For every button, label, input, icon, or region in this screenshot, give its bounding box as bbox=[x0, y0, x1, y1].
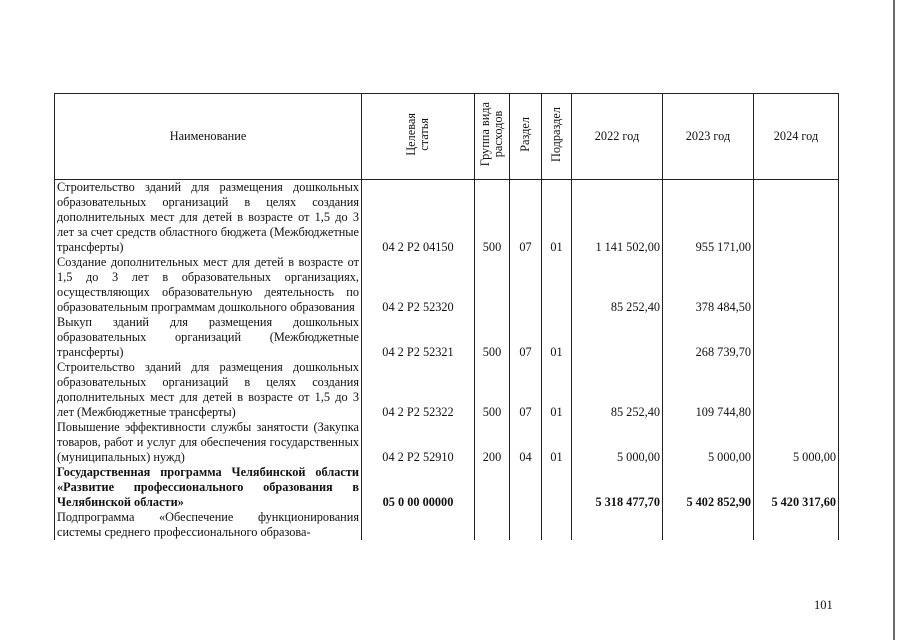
page-edge-line bbox=[893, 0, 895, 640]
row-2024: 5 420 317,60 bbox=[754, 465, 839, 510]
header-expense-group: Группа вида расходов bbox=[475, 94, 510, 180]
row-subsection: 01 bbox=[542, 420, 572, 465]
row-2022: 85 252,40 bbox=[572, 255, 663, 315]
row-2024 bbox=[754, 360, 839, 420]
row-target: 04 2 Р2 52910 bbox=[362, 420, 475, 465]
row-name: Строительство зданий для размещения дошкольных образовательных организаций в целях создания дополнительных мест для детей в возрасте от 1,5 до 3 лет за счет средств областного бюджета (Межбюджетные трансферты) bbox=[55, 180, 362, 256]
row-subsection: 01 bbox=[542, 315, 572, 360]
row-target bbox=[362, 510, 475, 540]
row-2023 bbox=[663, 510, 754, 540]
row-2024 bbox=[754, 510, 839, 540]
row-section bbox=[510, 465, 542, 510]
row-2024 bbox=[754, 180, 839, 256]
table-row bbox=[55, 360, 839, 420]
row-section bbox=[510, 510, 542, 540]
row-2022 bbox=[572, 510, 663, 540]
table-row-program-total bbox=[55, 465, 839, 510]
page-number: 101 bbox=[814, 598, 833, 612]
row-section: 04 bbox=[510, 420, 542, 465]
row-section: 07 bbox=[510, 360, 542, 420]
table-row bbox=[55, 315, 839, 360]
row-section bbox=[510, 255, 542, 315]
row-section: 07 bbox=[510, 315, 542, 360]
row-2024 bbox=[754, 315, 839, 360]
table-row bbox=[55, 255, 839, 315]
header-2023: 2023 год bbox=[663, 94, 754, 180]
row-subsection bbox=[542, 255, 572, 315]
row-target: 04 2 Р2 52322 bbox=[362, 360, 475, 420]
row-name: Выкуп зданий для размещения дошкольных образовательных организаций (Межбюджетные трансферты) bbox=[55, 315, 362, 360]
row-target: 04 2 Р2 04150 bbox=[362, 180, 475, 256]
row-2022 bbox=[572, 315, 663, 360]
row-2023: 378 484,50 bbox=[663, 255, 754, 315]
header-name: Наименование bbox=[55, 94, 362, 180]
row-subsection bbox=[542, 510, 572, 540]
row-subsection: 01 bbox=[542, 360, 572, 420]
row-target: 04 2 Р2 52320 bbox=[362, 255, 475, 315]
row-2024 bbox=[754, 255, 839, 315]
row-group: 200 bbox=[475, 420, 510, 465]
table-row bbox=[55, 510, 839, 540]
row-group: 500 bbox=[475, 360, 510, 420]
row-2022: 5 318 477,70 bbox=[572, 465, 663, 510]
header-target-article: Целевая статья bbox=[362, 94, 475, 180]
row-section: 07 bbox=[510, 180, 542, 256]
table-row bbox=[55, 180, 839, 256]
budget-table bbox=[54, 93, 839, 540]
row-2022: 1 141 502,00 bbox=[572, 180, 663, 256]
row-group bbox=[475, 510, 510, 540]
row-group: 500 bbox=[475, 180, 510, 256]
row-2022: 85 252,40 bbox=[572, 360, 663, 420]
row-2024: 5 000,00 bbox=[754, 420, 839, 465]
row-2023: 5 000,00 bbox=[663, 420, 754, 465]
row-target: 05 0 00 00000 bbox=[362, 465, 475, 510]
row-name: Подпрограмма «Обеспечение функционирования системы среднего профессионального образова- bbox=[55, 510, 362, 540]
row-name: Строительство зданий для размещения дошкольных образовательных организаций в целях создания дополнительных мест для детей в возрасте от 1,5 до 3 лет (Межбюджетные трансферты) bbox=[55, 360, 362, 420]
row-name: Государственная программа Челябинской области «Развитие профессионального образования в Челябинской области» bbox=[55, 465, 362, 510]
table-row bbox=[55, 420, 839, 465]
row-2023: 955 171,00 bbox=[663, 180, 754, 256]
row-subsection: 01 bbox=[542, 180, 572, 256]
row-2022: 5 000,00 bbox=[572, 420, 663, 465]
row-group: 500 bbox=[475, 315, 510, 360]
row-group bbox=[475, 255, 510, 315]
header-2024: 2024 год bbox=[754, 94, 839, 180]
row-target: 04 2 Р2 52321 bbox=[362, 315, 475, 360]
header-section: Раздел bbox=[510, 94, 542, 180]
row-group bbox=[475, 465, 510, 510]
header-subsection: Подраздел bbox=[542, 94, 572, 180]
row-subsection bbox=[542, 465, 572, 510]
row-2023: 5 402 852,90 bbox=[663, 465, 754, 510]
row-2023: 109 744,80 bbox=[663, 360, 754, 420]
header-2022: 2022 год bbox=[572, 94, 663, 180]
table-header-row bbox=[55, 94, 839, 180]
row-name: Создание дополнительных мест для детей в возрасте от 1,5 до 3 лет в образовательных организациях, осуществляющих образовательную деятельность по образовательным программам дошкольного образования bbox=[55, 255, 362, 315]
row-2023: 268 739,70 bbox=[663, 315, 754, 360]
row-name: Повышение эффективности службы занятости (Закупка товаров, работ и услуг для обеспечения государственных (муниципальных) нужд) bbox=[55, 420, 362, 465]
